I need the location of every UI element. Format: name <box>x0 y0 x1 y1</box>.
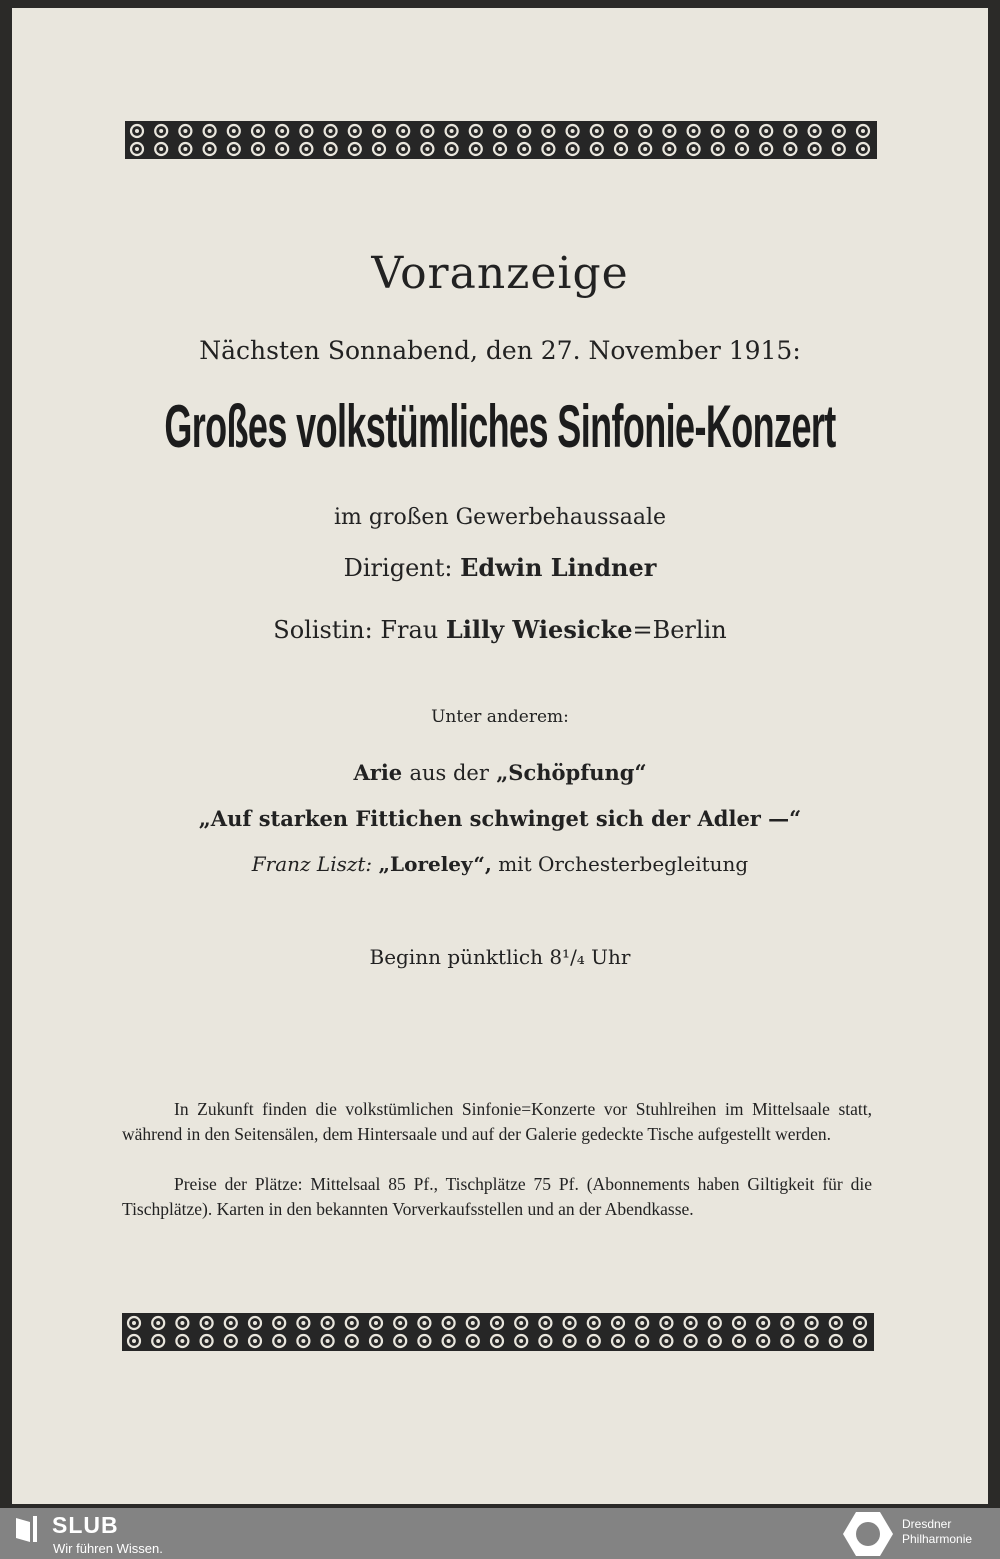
ornament-dot <box>180 1339 184 1343</box>
piece-1-a: Arie <box>353 760 403 785</box>
ornament-dot <box>740 129 744 133</box>
ornament-dot <box>280 147 284 151</box>
ornament-dot <box>377 129 381 133</box>
ornament-dot <box>156 1321 160 1325</box>
ornament-dot <box>277 1321 281 1325</box>
ornament-dot <box>689 1339 693 1343</box>
piece-2: „Auf starken Fittichen schwinget sich der Adler —“ <box>198 806 802 831</box>
ornament-dot <box>350 1321 354 1325</box>
philharmonie-line1: Dresdner <box>902 1517 952 1531</box>
ornament-dot <box>132 1339 136 1343</box>
ornament-dot <box>595 147 599 151</box>
ornament-dot <box>256 147 260 151</box>
slub-logo[interactable]: SLUB <box>52 1512 119 1538</box>
ornament-dot <box>471 1339 475 1343</box>
ornament-dot <box>737 1321 741 1325</box>
ornament-dot <box>180 1321 184 1325</box>
ornament-dot <box>450 147 454 151</box>
ornament-dot <box>474 129 478 133</box>
ornament-dot <box>519 1321 523 1325</box>
ornament-dot <box>135 147 139 151</box>
ornament-dot <box>543 1321 547 1325</box>
piece-1-b: aus der <box>409 761 489 785</box>
ornament-dot <box>592 1321 596 1325</box>
soloist-label: Solistin: Frau <box>273 616 439 644</box>
ornament-dot <box>761 1321 765 1325</box>
ornament-dot <box>450 129 454 133</box>
among-others: Unter anderem: <box>431 707 569 727</box>
ornament-dot <box>374 1321 378 1325</box>
ornament-dot <box>253 1321 257 1325</box>
ornament-dot <box>498 129 502 133</box>
ornament-dot <box>616 1339 620 1343</box>
ornament-dot <box>788 129 792 133</box>
ornament-dot <box>640 1339 644 1343</box>
start-time: Beginn pünktlich 8¹/₄ Uhr <box>369 945 631 969</box>
ornament-dot <box>301 1339 305 1343</box>
ornament-dot <box>232 147 236 151</box>
ornament-dot <box>810 1321 814 1325</box>
ornament-dot <box>208 147 212 151</box>
piece-3-title: „Loreley“, <box>378 852 492 876</box>
ornament-dot <box>667 129 671 133</box>
ornament-dot <box>377 147 381 151</box>
ornament-dot <box>495 1321 499 1325</box>
ornament-dot <box>208 129 212 133</box>
ornamental-border-top <box>125 121 877 159</box>
ornament-dot <box>353 129 357 133</box>
ornament-dot <box>713 1339 717 1343</box>
ornament-dot <box>716 147 720 151</box>
ornament-dot <box>692 129 696 133</box>
conductor-label: Dirigent: <box>343 554 453 582</box>
ornament-dot <box>401 147 405 151</box>
ornament-dot <box>619 129 623 133</box>
ornament-dot <box>425 129 429 133</box>
ornament-dot <box>256 129 260 133</box>
ornament-dot <box>834 1339 838 1343</box>
ornament-dot <box>447 1339 451 1343</box>
ornament-dot <box>640 1321 644 1325</box>
ornament-dot <box>329 129 333 133</box>
ornament-dot <box>301 1321 305 1325</box>
ornament-dot <box>159 147 163 151</box>
ornament-dot <box>764 129 768 133</box>
ornament-dot <box>229 1321 233 1325</box>
ornament-dot <box>422 1321 426 1325</box>
ornament-dot <box>401 129 405 133</box>
ornament-dot <box>159 129 163 133</box>
ornament-dot <box>616 1321 620 1325</box>
ornament-dot <box>522 129 526 133</box>
ornament-dot <box>837 129 841 133</box>
ornament-dot <box>519 1339 523 1343</box>
ornament-dot <box>326 1321 330 1325</box>
paragraph-prices: Preise der Plätze: Mittelsaal 85 Pf., Tischplätze 75 Pf. (Abonnements haben Giltigkeit für die Tischplätze). Karten in den bekannten Vorverkaufsstellen und an der Abendkasse. <box>122 1174 872 1219</box>
ornament-dot <box>156 1339 160 1343</box>
ornament-dot <box>350 1339 354 1343</box>
conductor-line <box>0 553 1000 582</box>
ornament-dot <box>737 1339 741 1343</box>
ornament-dot <box>619 147 623 151</box>
ornament-dot <box>205 1339 209 1343</box>
ornament-dot <box>183 147 187 151</box>
ornament-dot <box>229 1339 233 1343</box>
ornament-dot <box>810 1339 814 1343</box>
ornament-dot <box>498 147 502 151</box>
ornament-dot <box>280 129 284 133</box>
ornament-dot <box>571 129 575 133</box>
philharmonie-line2: Philharmonie <box>902 1532 973 1546</box>
ornament-dot <box>568 1339 572 1343</box>
ornament-dot <box>858 1321 862 1325</box>
ornament-dot <box>785 1321 789 1325</box>
ornament-dot <box>132 1321 136 1325</box>
ornament-dot <box>813 147 817 151</box>
soloist-city: =Berlin <box>632 616 727 644</box>
ornament-dot <box>474 147 478 151</box>
footer-bar <box>0 1508 1000 1559</box>
ornament-dot <box>689 1321 693 1325</box>
ornament-dot <box>447 1321 451 1325</box>
ornament-dot <box>546 147 550 151</box>
ornament-dot <box>135 129 139 133</box>
ornament-dot <box>664 1339 668 1343</box>
ornament-dot <box>277 1339 281 1343</box>
ornament-dot <box>713 1321 717 1325</box>
ornament-dot <box>374 1339 378 1343</box>
ornament-dot <box>643 129 647 133</box>
document-page <box>12 8 988 1504</box>
ornament-dot <box>667 147 671 151</box>
piece-3 <box>0 852 1000 876</box>
ornament-dot <box>304 129 308 133</box>
ornament-dot <box>398 1321 402 1325</box>
ornament-dot <box>183 129 187 133</box>
ornament-dot <box>205 1321 209 1325</box>
ornament-dot <box>353 147 357 151</box>
date-line: Nächsten Sonnabend, den 27. November 1915: <box>199 336 801 365</box>
ornament-dot <box>740 147 744 151</box>
ornament-dot <box>692 147 696 151</box>
ornamental-border-bottom <box>122 1313 874 1351</box>
ornament-dot <box>861 129 865 133</box>
ornament-dot <box>495 1339 499 1343</box>
piece-1-c: „Schöpfung“ <box>496 760 647 785</box>
headline: Großes volkstümliches Sinfonie-Konzert <box>164 393 836 460</box>
ornament-dot <box>568 1321 572 1325</box>
ornament-dot <box>785 1339 789 1343</box>
slub-book-icon <box>14 1514 40 1544</box>
ornament-dot <box>834 1321 838 1325</box>
ornament-dot <box>716 129 720 133</box>
ornament-dot <box>788 147 792 151</box>
philharmonie-logo-icon <box>842 1511 894 1557</box>
philharmonie-logo[interactable] <box>902 1517 972 1547</box>
ornament-dot <box>232 129 236 133</box>
piece-3-rest: mit Orchesterbegleitung <box>498 852 749 876</box>
ornament-dot <box>546 129 550 133</box>
soloist-line <box>0 615 1000 644</box>
ornament-dot <box>422 1339 426 1343</box>
ornament-dot <box>543 1339 547 1343</box>
piece-3-composer: Franz Liszt: <box>251 852 373 876</box>
ornament-dot <box>764 147 768 151</box>
ornament-dot <box>329 147 333 151</box>
ornament-dot <box>522 147 526 151</box>
ornament-dot <box>571 147 575 151</box>
ornament-dot <box>643 147 647 151</box>
ornament-dot <box>813 129 817 133</box>
ornament-dot <box>326 1339 330 1343</box>
ornament-dot <box>858 1339 862 1343</box>
conductor-name: Edwin Lindner <box>460 553 657 582</box>
ornament-dot <box>761 1339 765 1343</box>
piece-1 <box>0 760 1000 785</box>
ornament-dot <box>592 1339 596 1343</box>
venue: im großen Gewerbehaussaale <box>334 505 666 530</box>
slub-tagline: Wir führen Wissen. <box>53 1541 163 1556</box>
ornament-dot <box>398 1339 402 1343</box>
ornament-dot <box>837 147 841 151</box>
ornament-dot <box>425 147 429 151</box>
ornament-dot <box>304 147 308 151</box>
document-title: Voranzeige <box>371 248 629 299</box>
soloist-name: Lilly Wiesicke <box>445 615 633 644</box>
ornament-dot <box>861 147 865 151</box>
ornament-dot <box>471 1321 475 1325</box>
ornament-dot <box>253 1339 257 1343</box>
ornament-dot <box>664 1321 668 1325</box>
ornament-dot <box>595 129 599 133</box>
paragraph-future: In Zukunft finden die volkstümlichen Sinfonie=Konzerte vor Stuhlreihen im Mittelsaale statt, während in den Seitensälen, dem Hintersaale und auf der Galerie gedeckte Tische aufgestellt werden. <box>122 1099 872 1144</box>
